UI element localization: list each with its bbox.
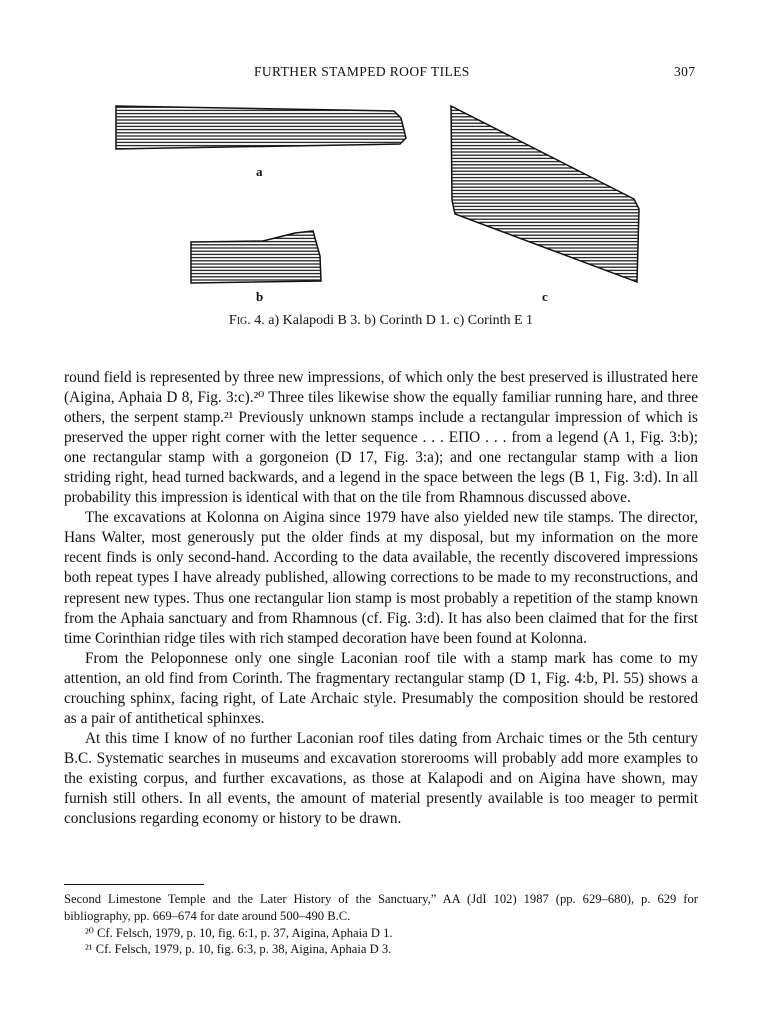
running-title: FURTHER STAMPED ROOF TILES <box>254 64 470 79</box>
figure-caption <box>0 313 762 329</box>
paragraph-4: At this time I know of no further Laconian roof tiles dating from Archaic times or the 5th century B.C. Systematic searches in museums and excavation storerooms will probably add more examples to the existing corpus, and further excavations, as those at Kalapodi and on Aigina have shown, may furnish still others. In all events, the amount of material presently available is too meager to permit conclusions regarding economy or history to be drawn. <box>64 729 698 828</box>
page-number: 307 <box>674 64 696 79</box>
figure-4 <box>0 0 762 340</box>
figure-4-drawing <box>0 0 762 340</box>
footnote-rule <box>64 884 204 885</box>
figure-label-c: c <box>542 289 548 304</box>
footnote-21: ²¹ Cf. Felsch, 1979, p. 10, fig. 6:3, p. 38, Aigina, Aphaia D 3. <box>85 942 392 957</box>
footnotes <box>64 884 698 958</box>
figure-label-a: a <box>256 164 263 179</box>
paragraph-1: round field is represented by three new impressions, of which only the best preserved is illustrated here (Aigina, Aphaia D 8, Fig. 3:c).²⁰ Three tiles likewise show the equally familiar running hare, and three others, the serpent stamp.²¹ Previously unknown stamps include a rectangular impression of which is preserved the upper right corner with the letter sequence . . . ΕΠΟ . . . from a legend (A 1, Fig. 3:b); one rectangular stamp with a gorgoneion (D 17, Fig. 3:a); and one rectangular stamp with a lion striding right, head turned backwards, and a legend in the space between the legs (B 1, Fig. 3:d). In all probability this impression is identical with that on the tile from Rhamnous discussed above. <box>64 369 698 507</box>
figure-caption-text: a) Kalapodi B 3. b) Corinth D 1. c) Corinth E 1 <box>264 313 534 328</box>
footnote-20: ²⁰ Cf. Felsch, 1979, p. 10, fig. 6:1, p. 37, Aigina, Aphaia D 1. <box>85 925 393 940</box>
paragraph-2: The excavations at Kolonna on Aigina since 1979 have also yielded new tile stamps. The director, Hans Walter, most generously put the older finds at my disposal, but my information on the more recent finds is only second-hand. According to the data available, the recently discovered impressions both repeat types I have already published, allowing corrections to be made to my reconstructions, and represent new types. Thus one rectangular lion stamp is most probably a repetition of the stamp known from the Aphaia sanctuary and from Rhamnous (cf. Fig. 3:d). It has also been claimed that for the first time Corinthian ridge tiles with rich stamped decoration have been found at Kolonna. <box>64 509 698 647</box>
figure-label-b: b <box>256 289 264 304</box>
tile-fragment-a <box>116 106 406 149</box>
body-text <box>64 368 698 829</box>
footnote-continued: Second Limestone Temple and the Later History of the Sanctuary,” AA (JdI 102) 1987 (pp. 629–680), p. 629 for bibliography, pp. 669–674 for date around 500–490 B.C. <box>64 892 698 923</box>
tile-fragment-c <box>451 106 639 282</box>
paragraph-3: From the Peloponnese only one single Laconian roof tile with a stamp mark has come to my attention, an old find from Corinth. The fragmentary rectangular stamp (D 1, Fig. 4:b, Pl. 55) shows a crouching sphinx, facing right, of Late Archaic style. Presumably the composition should be restored as a pair of antithetical sphinxes. <box>64 649 698 727</box>
tile-fragment-b <box>191 231 321 283</box>
figure-caption-prefix: Fig. 4. <box>228 313 265 328</box>
